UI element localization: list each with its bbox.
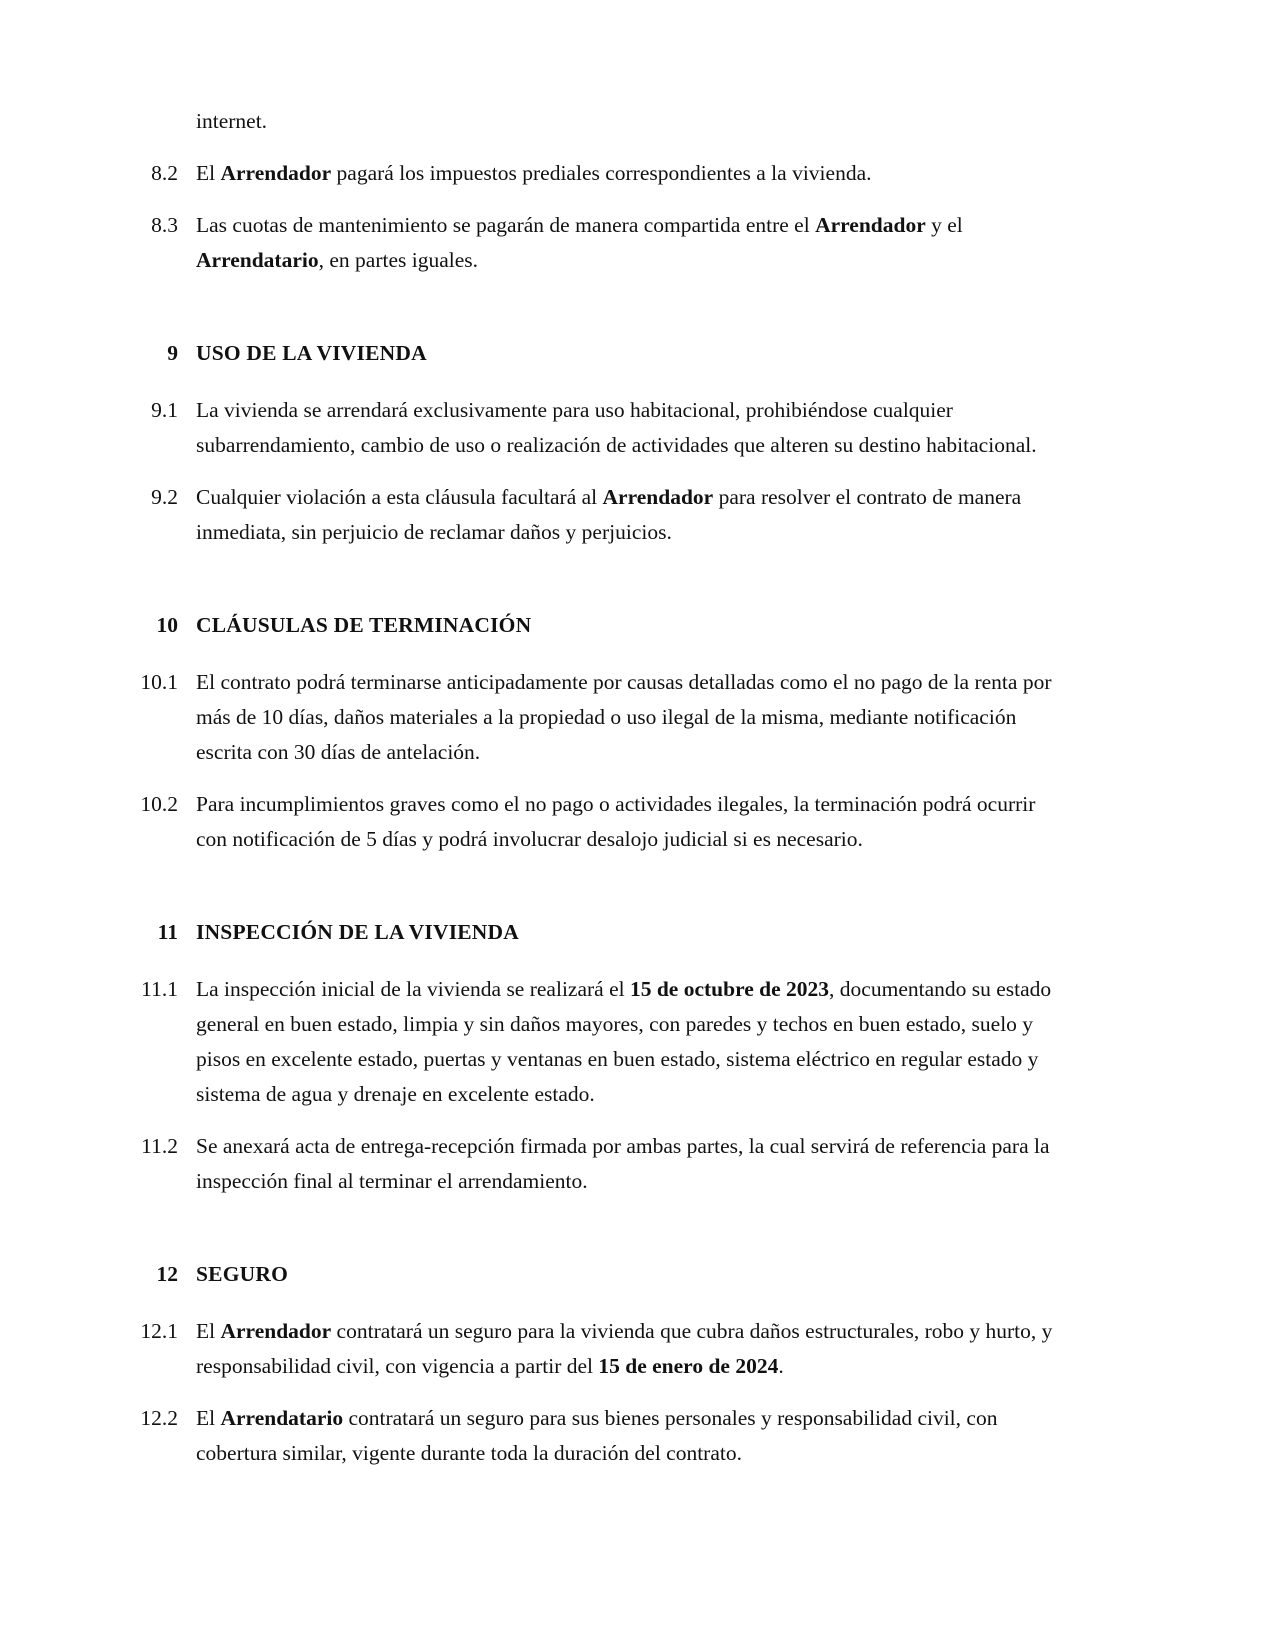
clause-number: 10.2 [140,792,178,816]
clause-text [196,393,1065,463]
clause-number: 9.2 [151,485,178,509]
clause-text [196,665,1065,770]
clause-number: 11.2 [141,1134,178,1158]
section-number: 11 [157,920,178,944]
text-run: Se anexará acta de entrega-recepción firmada por ambas partes, la cual servirá de referencia para la inspección final al terminar el arrendamiento. [196,1134,1050,1193]
emphasis-text: INSPECCIÓN DE LA VIVIENDA [196,920,519,944]
text-run: contratará un seguro para sus bienes personales y responsabilidad civil, con cobertura similar, vigente durante toda la duración del contrato. [196,1406,998,1465]
emphasis-text: 15 de octubre de 2023 [629,977,830,1001]
emphasis-text: 15 de enero de 2024 [598,1354,779,1378]
clause-row [130,1314,1065,1384]
text-run: La vivienda se arrendará exclusivamente para uso habitacional, prohibiéndose cualquier subarrendamiento, cambio de uso o realización de actividades que alteren su destino habitacional. [196,398,1037,457]
continuation-row [130,104,1065,139]
section-number: 10 [156,613,178,637]
text-run: Para incumplimientos graves como el no pago o actividades ilegales, la terminación podrá ocurrir con notificación de 5 días y podrá involucrar desalojo judicial si es necesario. [196,792,1036,851]
emphasis-text: USO DE LA VIVIENDA [196,341,427,365]
section-number: 9 [167,341,178,365]
text-run: Cualquier violación a esta cláusula facultará al [196,485,603,509]
section-heading-row [130,915,1065,950]
text-run: El contrato podrá terminarse anticipadamente por causas detalladas como el no pago de la renta por más de 10 días, daños materiales a la propiedad o uso ilegal de la misma, mediante notificación escrita con 30 días de antelación. [196,670,1052,764]
text-run: y el [925,213,963,237]
emphasis-text: Arrendador [220,161,332,185]
clause-row [130,665,1065,770]
emphasis-text: CLÁUSULAS DE TERMINACIÓN [196,613,532,637]
clause-row [130,1401,1065,1471]
text-run: La inspección inicial de la vivienda se realizará el [196,977,630,1001]
text-run: para resolver el contrato de manera inmediata, sin perjuicio de reclamar daños y perjuicios. [196,485,1022,544]
text-run: Las cuotas de mantenimiento se pagarán de manera compartida entre el [196,213,816,237]
emphasis-text: Arrendatario [220,1406,344,1430]
text-run: pagará los impuestos prediales correspondientes a la vivienda. [331,161,872,185]
section-title [196,336,427,371]
text-run: . [778,1354,784,1378]
section-number: 12 [156,1262,178,1286]
section-heading-row [130,608,1065,643]
emphasis-text: Arrendatario [196,248,319,272]
clause-row [130,208,1065,278]
clause-text [196,972,1065,1112]
clause-text [196,104,267,139]
clause-row [130,393,1065,463]
clause-number: 8.3 [151,213,178,237]
clause-number: 11.1 [141,977,178,1001]
clause-number: 9.1 [151,398,178,422]
section-title [196,608,531,643]
section-title [196,915,519,950]
clause-number: 10.1 [140,670,178,694]
text-run: , documentando su estado general en buen estado, limpia y sin daños mayores, con paredes y techos en buen estado, suelo y pisos en excelente estado, puertas y ventanas en buen estado, sistema eléctrico en regular estado y sistema de agua y drenaje en excelente estado. [196,977,1052,1106]
clause-text [196,787,1065,857]
text-run: El [196,161,221,185]
text-run: El [196,1319,221,1343]
section-title [196,1257,288,1292]
clause-text [196,156,872,191]
clause-text [196,1401,1065,1471]
clause-text [196,208,1065,278]
clause-text [196,1314,1065,1384]
clause-row [130,156,1065,191]
text-run: , en partes iguales. [318,248,479,272]
text-run: internet. [196,109,268,133]
emphasis-text: SEGURO [196,1262,288,1286]
clause-number: 8.2 [151,161,178,185]
section-heading-row [130,336,1065,371]
emphasis-text: Arrendador [815,213,926,237]
clause-row [130,972,1065,1112]
emphasis-text: Arrendador [602,485,714,509]
clause-row [130,1129,1065,1199]
document-body [130,104,1065,1471]
section-heading-row [130,1257,1065,1292]
clause-text [196,480,1065,550]
text-run: El [196,1406,221,1430]
clause-row [130,787,1065,857]
text-run: contratará un seguro para la vivienda que cubra daños estructurales, robo y hurto, y responsabilidad civil, con vigencia a partir del [196,1319,1053,1378]
clause-row [130,480,1065,550]
clause-number: 12.2 [140,1406,178,1430]
emphasis-text: Arrendador [220,1319,332,1343]
clause-number: 12.1 [140,1319,178,1343]
clause-text [196,1129,1065,1199]
